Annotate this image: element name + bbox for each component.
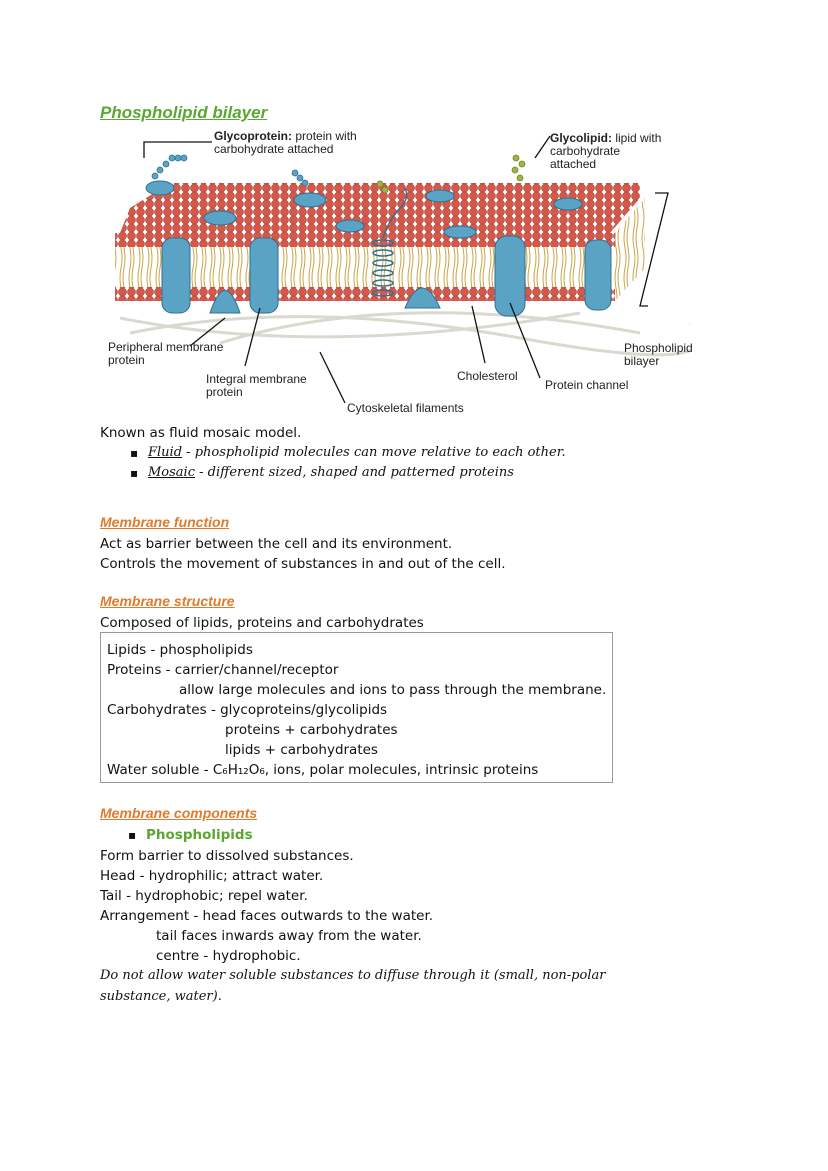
- intro-line: Known as fluid mosaic model.: [100, 425, 302, 441]
- cytoskeletal-label: Cytoskeletal filaments: [347, 401, 464, 415]
- membrane-components-heading: Membrane components: [100, 805, 258, 821]
- protein-channel-label: Protein channel: [545, 378, 629, 392]
- phospholipids-subheading: Phospholipids: [146, 827, 253, 843]
- box-line: Lipids - phospholipids: [107, 642, 253, 658]
- membrane-function-text: Act as barrier between the cell and its environment. Controls the movement of substances in and out of the cell.: [100, 536, 506, 572]
- peripheral-protein-label: Peripheral membrane protein: [108, 340, 224, 367]
- list-item: [124, 825, 253, 845]
- fluid-term: Fluid: [148, 445, 183, 460]
- box-line: Carbohydrates - glycoproteins/glycolipids: [107, 702, 388, 718]
- box-line: lipids + carbohydrates: [225, 742, 378, 758]
- glycoprotein-label: Glycoprotein: protein with carbohydrate attached: [214, 129, 357, 156]
- components-text: Form barrier to dissolved substances. Head - hydrophilic; attract water. Tail - hydrophobic; repel water. Arrangement - head faces outwards to the water. tail faces inwards away from the water. centre - hydrophobic.: [100, 848, 434, 964]
- intro-list: [126, 443, 740, 483]
- box-line: Proteins - carrier/channel/receptor: [107, 662, 339, 678]
- components-list: [124, 825, 253, 845]
- integral-protein-label: Integral membrane protein: [206, 372, 307, 399]
- carbohydrate-chains: [152, 155, 308, 186]
- cholesterol-label: Cholesterol: [457, 369, 518, 383]
- handwritten-note: Do not allow water soluble substances to diffuse through it (small, non-polar substance, water).: [100, 968, 606, 1004]
- list-item: ▪ Mosaic - different sized, shaped and patterned proteins: [126, 463, 740, 483]
- page-title: Phospholipid bilayer: [100, 103, 268, 122]
- membrane-structure-heading: Membrane structure: [100, 593, 235, 609]
- structure-box: [100, 632, 613, 783]
- box-line: allow large molecules and ions to pass through the membrane.: [179, 682, 607, 698]
- membrane-illustration: [100, 128, 690, 418]
- membrane-diagram: [100, 128, 693, 418]
- glycolipid-label: Glycolipid: lipid with carbohydrate attached: [550, 131, 662, 171]
- list-item: ▪ Fluid - phospholipid molecules can move relative to each other.: [126, 443, 740, 463]
- box-line: proteins + carbohydrates: [225, 722, 398, 738]
- phospholipid-bilayer-label: Phospholipid bilayer: [624, 341, 693, 368]
- intro-section: [100, 423, 740, 483]
- membrane-function-heading: Membrane function: [100, 514, 230, 530]
- box-line: Water soluble - C₆H₁₂O₆, ions, polar molecules, intrinsic proteins: [107, 762, 539, 778]
- mosaic-term: Mosaic: [148, 465, 195, 480]
- membrane-structure-intro: Composed of lipids, proteins and carbohydrates: [100, 615, 424, 631]
